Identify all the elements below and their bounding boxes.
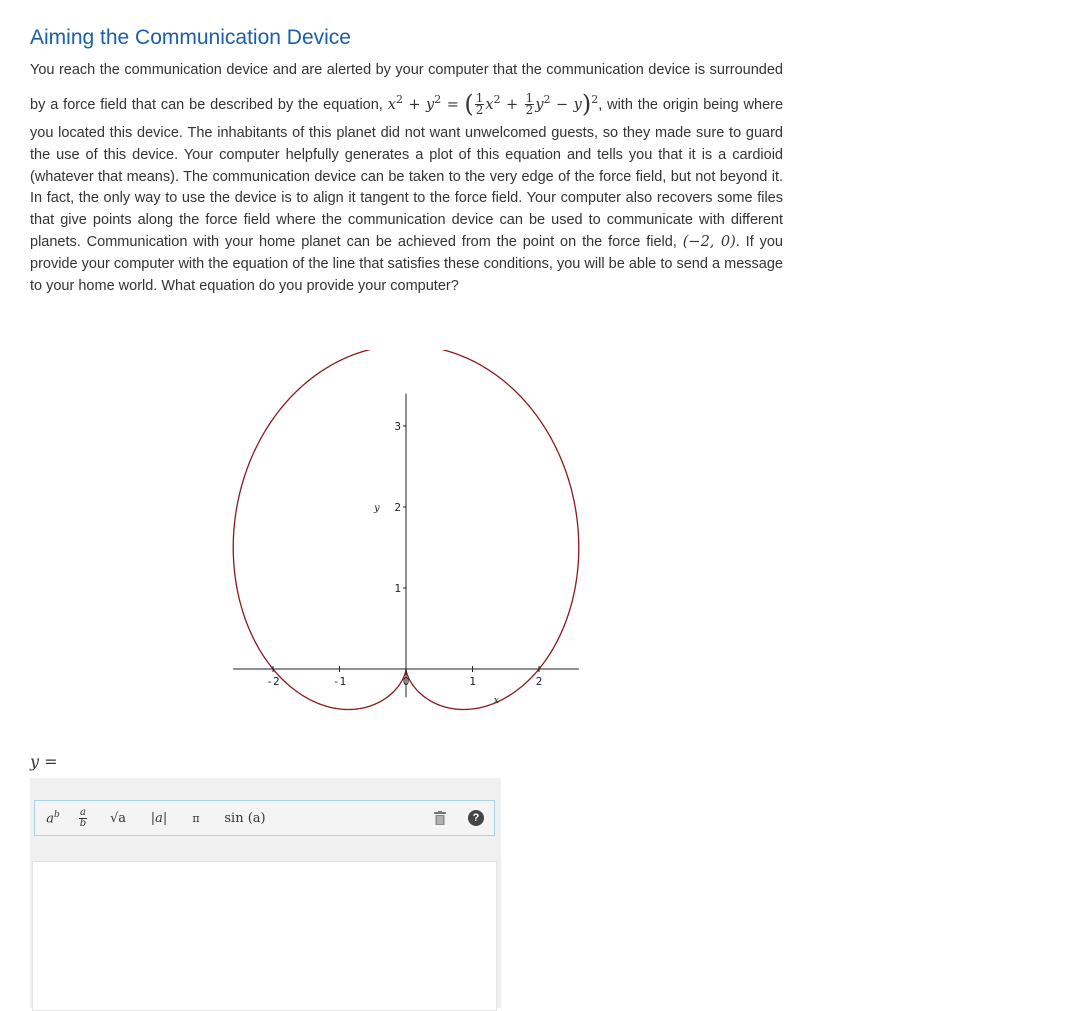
abs-icon: |a| [150, 810, 168, 826]
clear-button[interactable] [422, 801, 458, 835]
cardioid-plot [225, 350, 585, 715]
sqrt-icon: √a [109, 810, 127, 826]
pi-icon: π [192, 811, 200, 825]
abs-button[interactable] [141, 801, 177, 835]
power-button[interactable] [35, 801, 71, 835]
x-tick-label: 0 [402, 675, 410, 688]
answer-input[interactable] [32, 861, 497, 1011]
y-axis-label: y [374, 503, 380, 514]
power-icon: $a^b$ [46, 809, 60, 827]
problem-text [30, 60, 783, 298]
y-tick-label: 1 [394, 582, 401, 595]
force-field-equation: $x^2 + y^2$ = ( $\frac{1}{2}$ $x^2$ + $\frac{1}{2}$ $y^2 - y)^2$ [387, 89, 599, 118]
x-axis-label: x [493, 696, 499, 706]
trash-icon [434, 811, 446, 825]
problem-intro: You reach the communication device and are alerted by your computer that the communication device is surrounded by a force field that can be described by the equation, [30, 62, 783, 113]
math-editor [30, 778, 501, 1008]
problem-question: . If you provide your computer with the equation of the line that satisfies these conditions, you will be able to send a message to your home world. What equation do you provide your computer? [30, 234, 783, 295]
sin-icon: sin (a) [224, 810, 266, 826]
answer-label: y = [30, 752, 58, 771]
sin-button[interactable] [215, 801, 275, 835]
fraction-icon: $\frac{a}{b}$ [79, 806, 87, 829]
help-icon: ? [468, 810, 484, 826]
math-toolbar [34, 800, 495, 836]
home-point: (−2, 0) [682, 234, 736, 251]
page-title: Aiming the Communication Device [30, 26, 351, 49]
x-tick-label: 2 [535, 675, 543, 688]
help-button[interactable] [458, 801, 494, 835]
fraction-button[interactable] [71, 801, 95, 835]
x-tick-label: -2 [266, 675, 280, 688]
sqrt-button[interactable] [95, 801, 141, 835]
x-tick-label: -1 [332, 675, 347, 688]
x-tick-label: 1 [469, 675, 476, 688]
y-tick-label: 2 [394, 501, 401, 514]
problem-body: , with the origin being where you located this device. The inhabitants of this planet did not want unwelcomed guests, so they made sure to guard the use of this device. Your computer helpfully generates a plot of this equation and tells you that it is a cardioid (whatever that means). The communication device can be taken to the very edge of the force field, but not beyond it. In fact, the only way to use the device is to align it tangent to the force field. Your computer also recovers some files that give points along the force field where the communication device can be used to communicate with different planets. Communication with your home planet can be achieved from the point on the force field, [30, 96, 784, 251]
pi-button[interactable] [177, 801, 215, 835]
y-tick-label: 3 [394, 420, 401, 433]
